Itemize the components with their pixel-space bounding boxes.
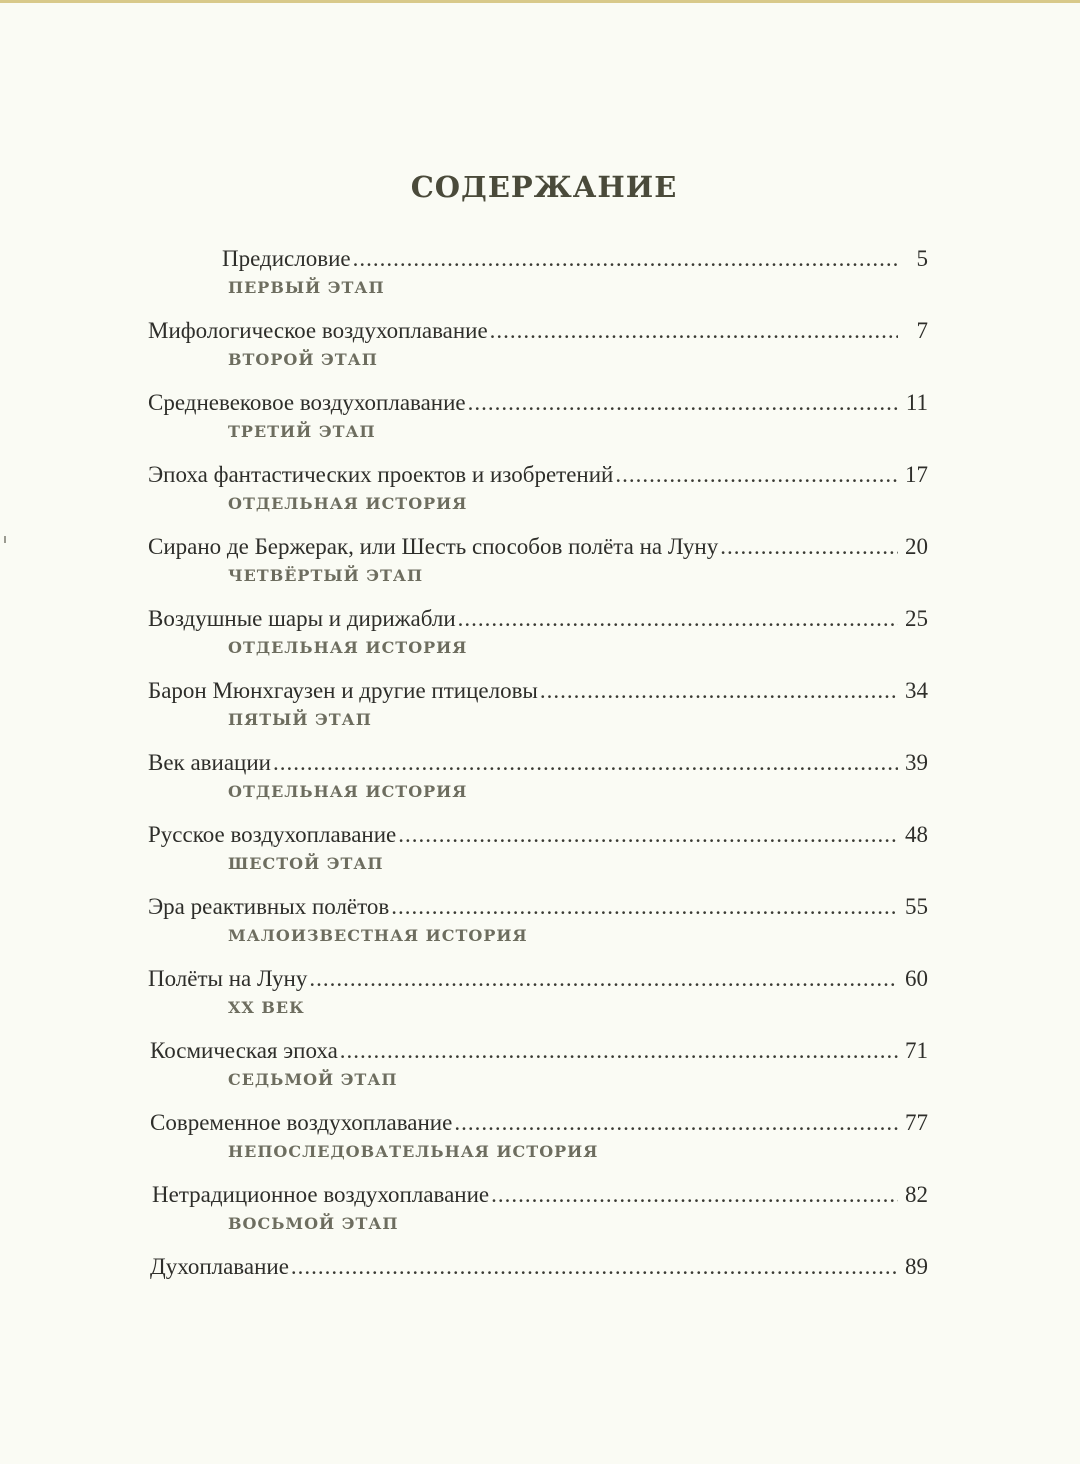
section-label: ТРЕТИЙ ЭТАП bbox=[228, 422, 376, 441]
section-label: ШЕСТОЙ ЭТАП bbox=[228, 854, 384, 873]
toc-entry bbox=[152, 1180, 928, 1210]
dot-leader bbox=[491, 1180, 898, 1210]
entry-title: Воздушные шары и дирижабли bbox=[148, 606, 456, 631]
dot-leader bbox=[340, 1036, 898, 1066]
section-label: XX ВЕК bbox=[228, 998, 305, 1017]
section-label: НЕПОСЛЕДОВАТЕЛЬНАЯ ИСТОРИЯ bbox=[228, 1142, 599, 1161]
dot-leader bbox=[391, 892, 898, 922]
section-label: ПЯТЫЙ ЭТАП bbox=[228, 710, 372, 729]
page-title: СОДЕРЖАНИЕ bbox=[410, 170, 678, 204]
toc-entry bbox=[148, 748, 928, 778]
section-label: ВТОРОЙ ЭТАП bbox=[228, 350, 378, 369]
entry-page-number: 39 bbox=[905, 750, 928, 775]
entry-title: Русское воздухоплавание bbox=[148, 822, 397, 847]
dot-leader bbox=[458, 604, 898, 634]
section-label: ЧЕТВЁРТЫЙ ЭТАП bbox=[228, 566, 424, 585]
dot-leader bbox=[309, 964, 898, 994]
entry-title: Космическая эпоха bbox=[150, 1038, 338, 1063]
entry-page-number: 5 bbox=[916, 246, 928, 271]
toc-entry bbox=[148, 316, 928, 346]
entry-title: Эпоха фантастических проектов и изобретений bbox=[148, 462, 614, 487]
section-label: ОТДЕЛЬНАЯ ИСТОРИЯ bbox=[228, 494, 468, 513]
entry-page-number: 25 bbox=[905, 606, 928, 631]
entry-page-number: 7 bbox=[916, 318, 928, 343]
entry-page-number: 11 bbox=[905, 390, 928, 415]
toc-entry bbox=[222, 244, 928, 274]
toc-entry bbox=[150, 1252, 928, 1282]
dot-leader bbox=[454, 1108, 898, 1138]
entry-page-number: 17 bbox=[905, 462, 928, 487]
dot-leader bbox=[490, 316, 898, 346]
toc-entry bbox=[148, 964, 928, 994]
toc-entry bbox=[150, 1108, 928, 1138]
entry-title: Средневековое воздухоплавание bbox=[148, 390, 466, 415]
entry-page-number: 71 bbox=[905, 1038, 928, 1063]
dot-leader bbox=[291, 1252, 898, 1282]
section-label: ОТДЕЛЬНАЯ ИСТОРИЯ bbox=[228, 638, 468, 657]
entry-title: Предисловие bbox=[222, 246, 351, 271]
dot-leader bbox=[540, 676, 898, 706]
toc-entry bbox=[150, 1036, 928, 1066]
section-label: ВОСЬМОЙ ЭТАП bbox=[228, 1214, 399, 1233]
entry-page-number: 77 bbox=[905, 1110, 928, 1135]
entry-title: Век авиации bbox=[148, 750, 271, 775]
entry-title: Барон Мюнхгаузен и другие птицеловы bbox=[148, 678, 538, 703]
entry-title: Нетрадиционное воздухоплавание bbox=[152, 1182, 490, 1207]
entry-page-number: 48 bbox=[905, 822, 928, 847]
dot-leader bbox=[398, 820, 898, 850]
entry-title: Эра реактивных полётов bbox=[148, 894, 390, 919]
entry-page-number: 82 bbox=[905, 1182, 928, 1207]
entry-page-number: 55 bbox=[905, 894, 928, 919]
entry-page-number: 34 bbox=[905, 678, 928, 703]
entry-title: Мифологическое воздухоплавание bbox=[148, 318, 488, 343]
dot-leader bbox=[720, 532, 898, 562]
entry-title: Полёты на Луну bbox=[148, 966, 308, 991]
dot-leader bbox=[468, 388, 898, 418]
section-label: ПЕРВЫЙ ЭТАП bbox=[228, 278, 385, 297]
dot-leader bbox=[273, 748, 898, 778]
toc-entry bbox=[148, 820, 928, 850]
dot-leader bbox=[353, 244, 898, 274]
entry-page-number: 89 bbox=[905, 1254, 928, 1279]
toc-entry bbox=[148, 460, 928, 490]
toc-entry bbox=[148, 604, 928, 634]
section-label: ОТДЕЛЬНАЯ ИСТОРИЯ bbox=[228, 782, 468, 801]
toc-entry bbox=[148, 388, 928, 418]
section-label: МАЛОИЗВЕСТНАЯ ИСТОРИЯ bbox=[228, 926, 528, 945]
entry-title: Духоплавание bbox=[150, 1254, 289, 1279]
toc-entry bbox=[148, 532, 928, 562]
entry-page-number: 60 bbox=[905, 966, 928, 991]
toc-entry bbox=[148, 892, 928, 922]
section-label: СЕДЬМОЙ ЭТАП bbox=[228, 1070, 398, 1089]
entry-page-number: 20 bbox=[905, 534, 928, 559]
entry-title: Современное воздухоплавание bbox=[150, 1110, 453, 1135]
dot-leader bbox=[615, 460, 898, 490]
toc-entry bbox=[148, 676, 928, 706]
entry-title: Сирано де Бержерак, или Шесть способов полёта на Луну bbox=[148, 534, 719, 559]
